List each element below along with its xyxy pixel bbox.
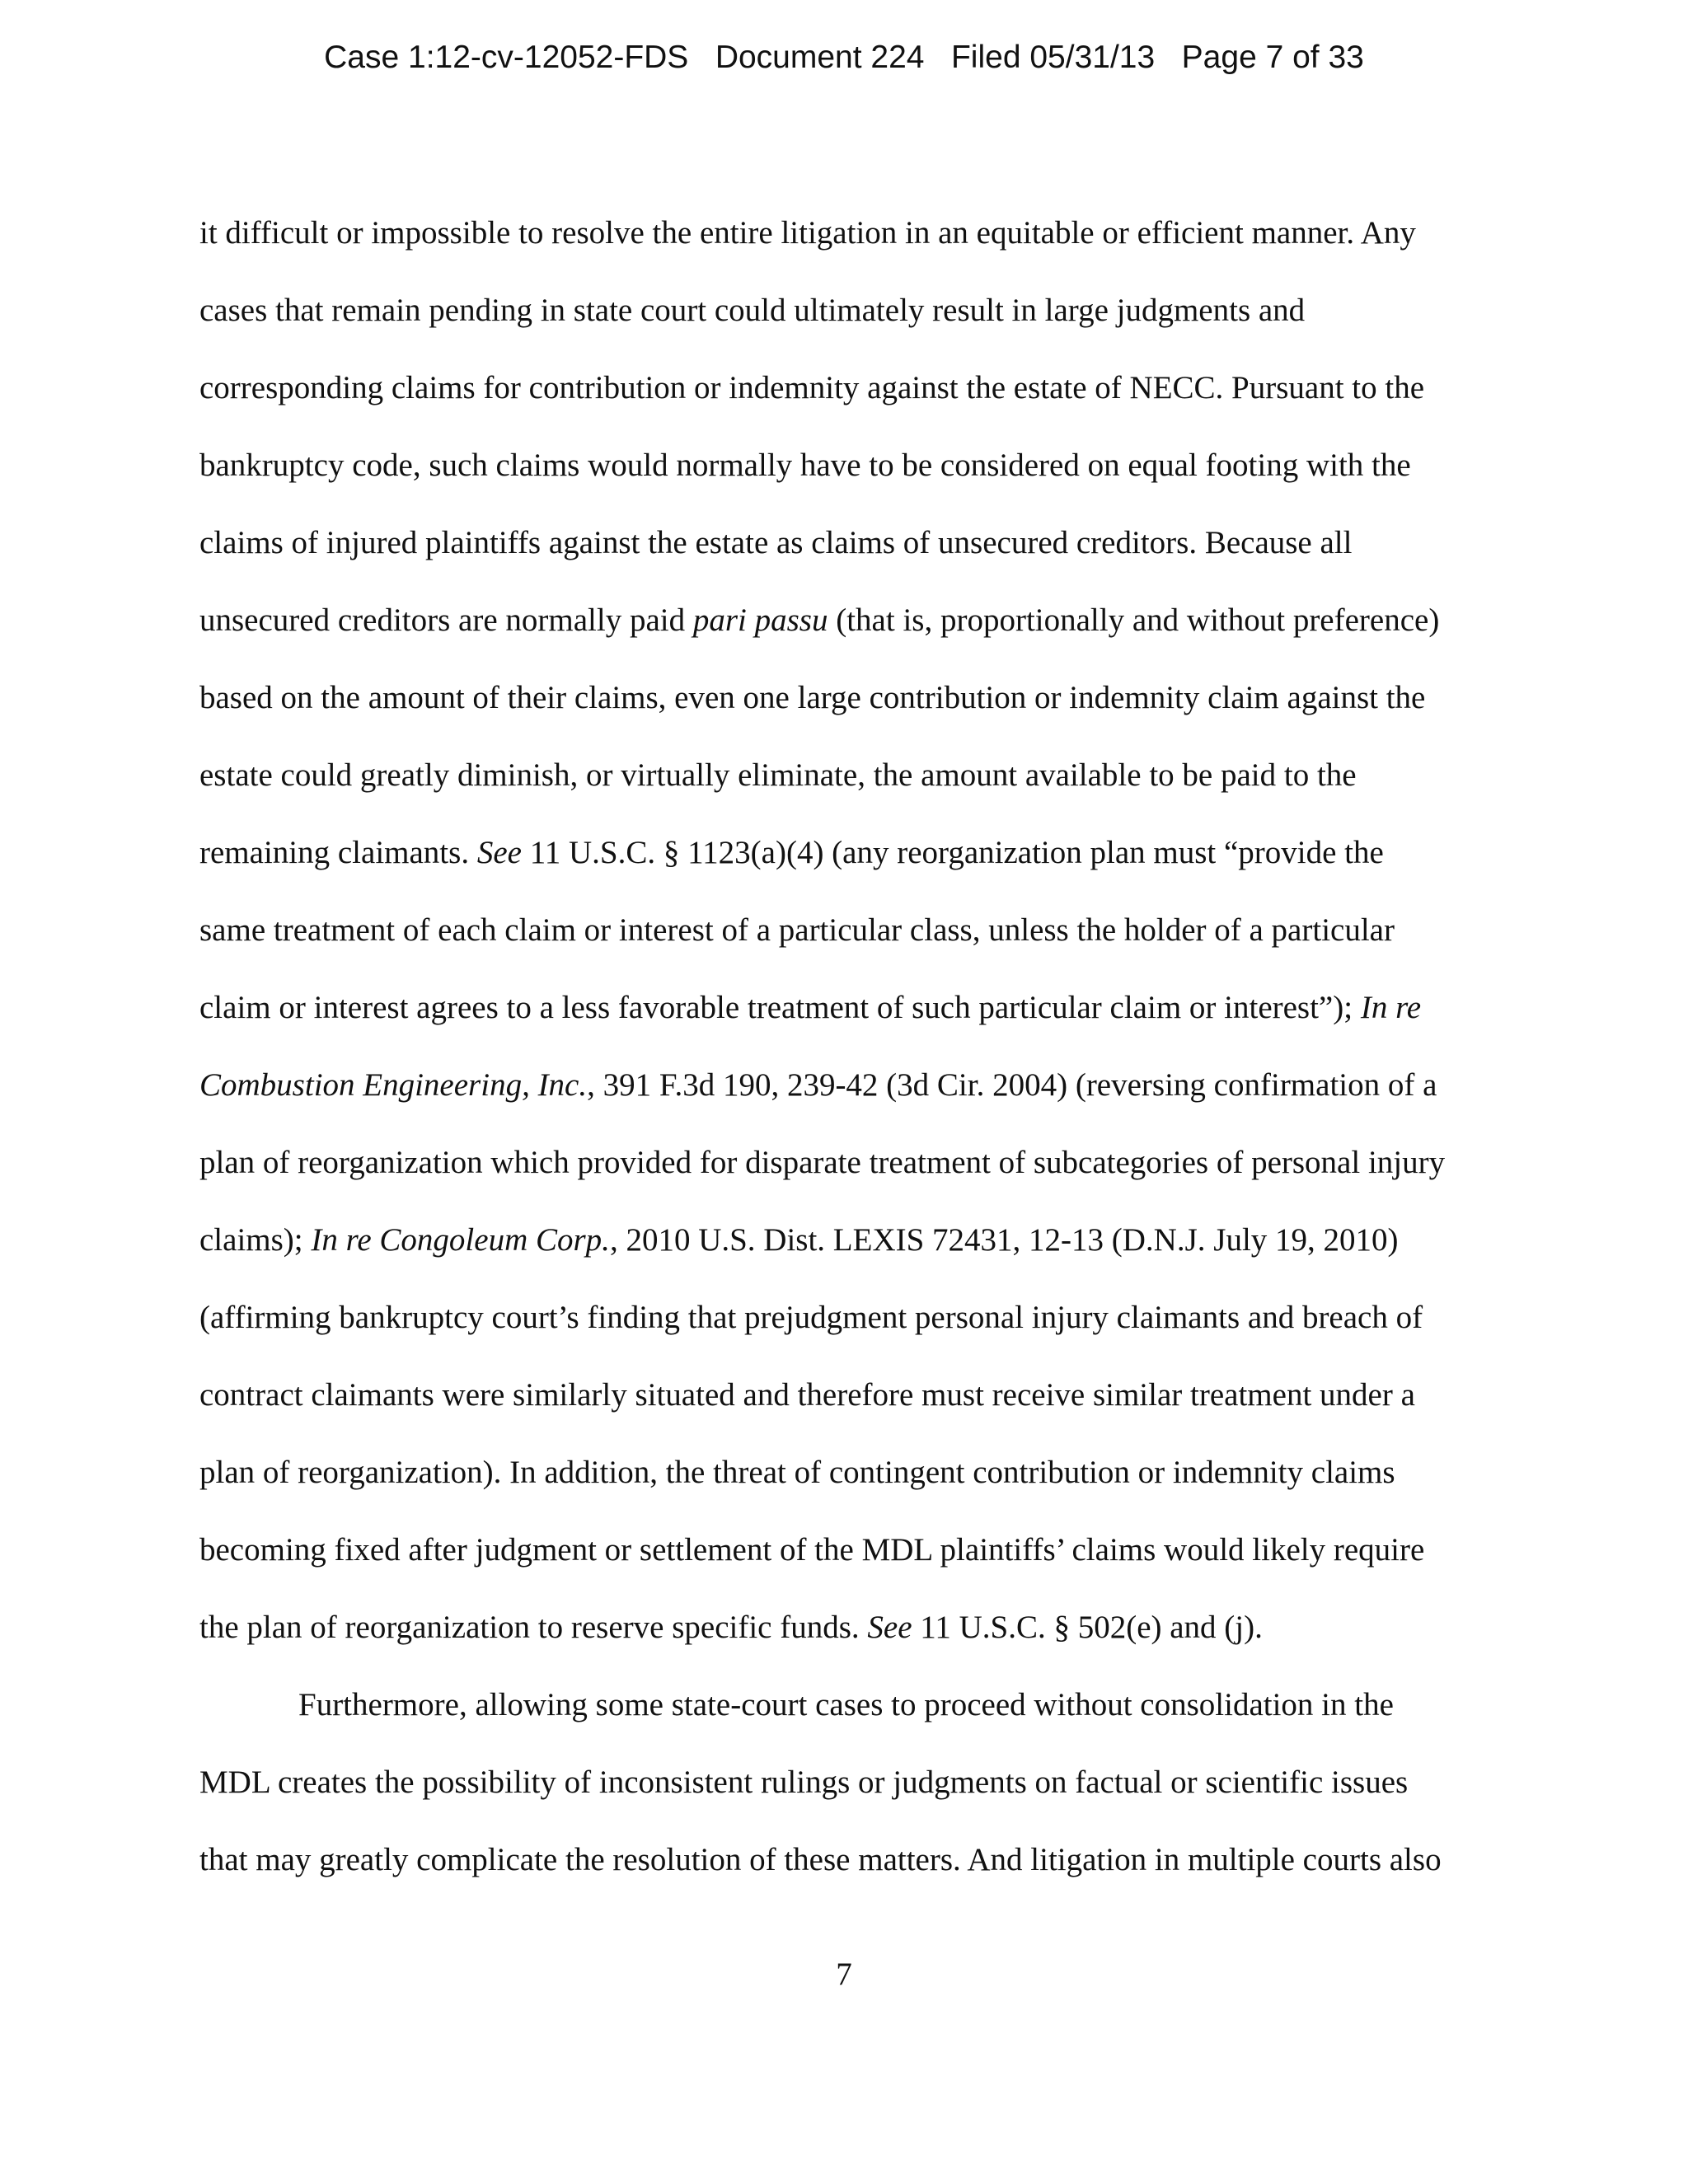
text-line bbox=[199, 969, 1502, 1047]
text-line bbox=[199, 892, 1502, 969]
text-line bbox=[199, 1357, 1502, 1434]
text-run: claims); bbox=[199, 1222, 312, 1258]
text-run: cases that remain pending in state court could ultimately result in large judgments and bbox=[199, 293, 1306, 328]
text-line bbox=[199, 194, 1502, 272]
citation-signal: See bbox=[476, 835, 522, 870]
page-number: 7 bbox=[836, 1957, 852, 1992]
text-run: , 391 F.3d 190, 239-42 (3d Cir. 2004) (reversing confirmation of a bbox=[587, 1067, 1437, 1103]
text-run: that may greatly complicate the resolution of these matters. And litigation in multiple courts also bbox=[199, 1842, 1442, 1877]
text-line bbox=[199, 737, 1502, 814]
text-run: remaining claimants. bbox=[199, 835, 477, 870]
case-name: In re bbox=[1360, 990, 1422, 1025]
paragraph-first-line bbox=[199, 1666, 1502, 1744]
text-line bbox=[199, 1511, 1502, 1589]
citation-signal: See bbox=[867, 1610, 912, 1645]
text-run: 11 U.S.C. § 502(e) and (j). bbox=[912, 1610, 1263, 1645]
text-line bbox=[199, 1821, 1502, 1899]
text-line bbox=[199, 349, 1502, 427]
text-run: corresponding claims for contribution or indemnity against the estate of NECC. Pursuant to the bbox=[199, 370, 1425, 405]
italic-term: pari passu bbox=[692, 602, 828, 638]
text-line bbox=[199, 1589, 1502, 1666]
text-line bbox=[199, 427, 1502, 504]
text-line bbox=[199, 814, 1502, 892]
text-line bbox=[199, 582, 1502, 659]
text-run: plan of reorganization). In addition, the threat of contingent contribution or indemnity claims bbox=[199, 1455, 1395, 1490]
text-run: plan of reorganization which provided for disparate treatment of subcategories of personal injury bbox=[199, 1145, 1446, 1180]
case-header: Case 1:12-cv-12052-FDS Document 224 Filed 05/31/13 Page 7 of 33 bbox=[324, 40, 1364, 75]
text-run: unsecured creditors are normally paid bbox=[199, 602, 693, 638]
text-run: claims of injured plaintiffs against the estate as claims of unsecured creditors. Because all bbox=[199, 525, 1353, 560]
text-run: same treatment of each claim or interest of a particular class, unless the holder of a particular bbox=[199, 912, 1395, 948]
text-run: bankruptcy code, such claims would normally have to be considered on equal footing with the bbox=[199, 448, 1411, 483]
text-line bbox=[199, 504, 1502, 582]
text-run: claim or interest agrees to a less favorable treatment of such particular claim or interest”); bbox=[199, 990, 1361, 1025]
text-run: based on the amount of their claims, even one large contribution or indemnity claim against the bbox=[199, 680, 1426, 715]
document-body bbox=[199, 194, 1502, 1899]
text-run: , 2010 U.S. Dist. LEXIS 72431, 12-13 (D.N.J. July 19, 2010) bbox=[609, 1222, 1399, 1258]
text-line bbox=[199, 1202, 1502, 1279]
text-run: (that is, proportionally and without preference) bbox=[828, 602, 1440, 638]
text-run: the plan of reorganization to reserve specific funds. bbox=[199, 1610, 868, 1645]
case-name: Combustion Engineering, Inc. bbox=[199, 1067, 588, 1103]
text-line bbox=[199, 272, 1502, 349]
text-line bbox=[199, 1744, 1502, 1821]
text-run: it difficult or impossible to resolve the entire litigation in an equitable or efficient manner. Any bbox=[199, 215, 1416, 251]
text-line bbox=[199, 1124, 1502, 1202]
text-run: 11 U.S.C. § 1123(a)(4) (any reorganization plan must “provide the bbox=[521, 835, 1384, 870]
text-run: Furthermore, allowing some state-court cases to proceed without consolidation in the bbox=[298, 1687, 1394, 1722]
text-run: MDL creates the possibility of inconsistent rulings or judgments on factual or scientific issues bbox=[199, 1765, 1409, 1800]
text-run: estate could greatly diminish, or virtually eliminate, the amount available to be paid to the bbox=[199, 757, 1357, 793]
text-line bbox=[199, 1279, 1502, 1357]
text-line bbox=[199, 1434, 1502, 1511]
text-run: becoming fixed after judgment or settlement of the MDL plaintiffs’ claims would likely require bbox=[199, 1532, 1425, 1568]
case-name: In re Congoleum Corp. bbox=[311, 1222, 610, 1258]
text-run: (affirming bankruptcy court’s finding that prejudgment personal injury claimants and breach of bbox=[199, 1300, 1423, 1335]
text-line bbox=[199, 659, 1502, 737]
text-run: contract claimants were similarly situated and therefore must receive similar treatment under a bbox=[199, 1377, 1415, 1413]
text-line bbox=[199, 1047, 1502, 1124]
